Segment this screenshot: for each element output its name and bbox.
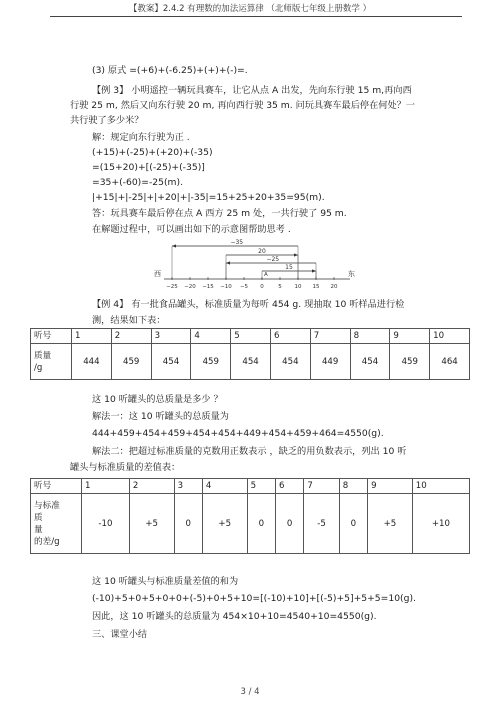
table-cell: 4 (202, 479, 247, 494)
table-cell: 6 (275, 479, 303, 494)
table-cell: 454 (231, 344, 271, 380)
table-cell: 2 (129, 479, 174, 494)
axis-tick-label: −10 (220, 284, 232, 290)
table-cell: 459 (111, 344, 151, 380)
table-cell: 0 (339, 494, 367, 554)
table-cell: 7 (304, 479, 339, 494)
point-a-label: A (264, 272, 268, 278)
table-row (31, 494, 470, 554)
motion-diagram (150, 238, 360, 290)
axis-tick-label: 5 (278, 284, 282, 290)
table-cell: 3 (151, 329, 191, 344)
table-cell: 459 (390, 344, 430, 380)
table-cell: +10 (412, 494, 469, 554)
table-row (31, 344, 470, 380)
axis-tick-label: 20 (330, 284, 338, 290)
text-line: 在解题过程中，可以画出如下的示意图帮助思考 . (92, 224, 291, 235)
text-line: 解法二：把超过标准质量的克数用正数表示 ，缺乏的用负数表示，列出 10 听 (92, 446, 407, 457)
table-cell: 7 (310, 329, 350, 344)
text-line: =(15+20)+[(-25)+(-35)] (92, 162, 205, 173)
table-cell: 9 (390, 329, 430, 344)
arrow-label: −25 (266, 256, 280, 263)
arrow-label: 15 (285, 264, 293, 271)
text-line: 因此，这 10 听罐头的总质量为 454×10+10=4540+10=4550(g). (92, 611, 377, 622)
table-cell: +5 (129, 494, 174, 554)
arrow-head (312, 269, 316, 272)
table-cell: 0 (275, 494, 303, 554)
row-header-cell: 听号 (31, 479, 82, 494)
text-line: 解：规定向东行驶为正 . (92, 132, 190, 143)
text-line: (+15)+(-25)+(+20)+(-35) (92, 147, 213, 158)
table-cell: 1 (72, 329, 112, 344)
east-label: 东 (348, 270, 355, 278)
text-line: 解法一：这 10 听罐头的总质量为 (92, 411, 229, 422)
table-cell: 5 (231, 329, 271, 344)
table-cell: 444 (72, 344, 112, 380)
text-line: 【例 4】 有一批食品罐头，标准质量为每听 454 g. 现抽取 10 听样品进行检 (92, 299, 405, 310)
text-line: (-10)+5+0+5+0+0+(-5)+0+5+10=[(-10)+10]+[(-5)+5]+5+5=10(g). (92, 593, 416, 604)
row-header-cell: 与标准 质 量 的差/g (31, 494, 82, 554)
axis-tick-label: 15 (312, 284, 320, 290)
table-cell: 464 (430, 344, 470, 380)
table-cell: 2 (111, 329, 151, 344)
table-cell: 454 (270, 344, 310, 380)
table-cell: 0 (174, 494, 202, 554)
header-rule (50, 16, 462, 17)
table-cell: +5 (202, 494, 247, 554)
text-line: 测，结果如下表： (92, 315, 166, 326)
table-cell: 10 (412, 479, 469, 494)
table-cell: 459 (191, 344, 231, 380)
arrow-head (172, 244, 176, 247)
axis-tick-label: −5 (239, 284, 249, 290)
west-label: 西 (154, 270, 161, 278)
table-cell: 4 (191, 329, 231, 344)
table-cell: 8 (350, 329, 390, 344)
table-cell: 8 (339, 479, 367, 494)
table-cell: 3 (174, 479, 202, 494)
page-header: 【教案】2.4.2 有理数的加法运算律 （北师版七年级上册数学 ） (128, 4, 372, 14)
axis-tick-label: 0 (260, 284, 264, 290)
axis-tick-label: −20 (184, 284, 196, 290)
text-line: =35+(-60)=-25(m). (92, 177, 184, 188)
table-cell: 454 (350, 344, 390, 380)
row-header-cell: 质量 /g (31, 344, 72, 380)
axis-tick-label: −25 (166, 284, 178, 290)
text-line: 罐头与标准质量的差值表： (70, 462, 181, 473)
text-line: 444+459+454+459+454+454+449+454+459+464=4550(g). (92, 428, 384, 439)
text-line: (3) 原式 =(+6)+(-6.25)+(+)+(-)=. (92, 65, 248, 76)
table-cell: +5 (368, 494, 413, 554)
table-cell: -10 (82, 494, 130, 554)
text-line: |+15|+|-25|+|+20|+|-35|=15+25+20+35=95(m). (92, 192, 325, 203)
mass-table (30, 328, 470, 380)
row-header-cell: 听号 (31, 329, 72, 344)
table-cell: -5 (304, 494, 339, 554)
table-cell: 10 (430, 329, 470, 344)
table-cell: 449 (310, 344, 350, 380)
text-line: 答：玩具赛车最后停在点 A 西方 25 m 处，一共行驶了 95 m. (92, 208, 347, 219)
text-line: 共行驶了多少米？ (70, 115, 144, 126)
table-cell: 1 (82, 479, 130, 494)
arrow-label: 20 (258, 248, 266, 255)
text-line: 行驶 25 m, 然后又向东行驶 20 m, 再向西行驶 35 m. 问玩具赛车最后停在何处？一 (70, 100, 416, 111)
table-cell: 9 (368, 479, 413, 494)
table-cell: 0 (247, 494, 275, 554)
table-row (31, 329, 470, 344)
text-line: 【例 3】 小明遥控一辆玩具赛车，让它从点 A 出发，先向东行驶 15 m,再向西 (92, 85, 412, 96)
table-row (31, 479, 470, 494)
page-number: 3 / 4 (240, 687, 260, 697)
arrow-head (294, 253, 298, 256)
table-cell: 454 (151, 344, 191, 380)
difference-table (30, 478, 470, 554)
text-line: 这 10 听罐头的总质量是多少 ？ (92, 394, 223, 405)
table-cell: 5 (247, 479, 275, 494)
text-line: 这 10 听罐头与标准质量差值的和为 (92, 576, 239, 587)
table-cell: 6 (270, 329, 310, 344)
arrow-label: −35 (230, 239, 244, 246)
section-heading: 三、课堂小结 (92, 629, 148, 640)
axis-tick-label: −15 (202, 284, 214, 290)
axis-tick-label: 10 (294, 284, 302, 290)
arrow-head (226, 261, 230, 264)
